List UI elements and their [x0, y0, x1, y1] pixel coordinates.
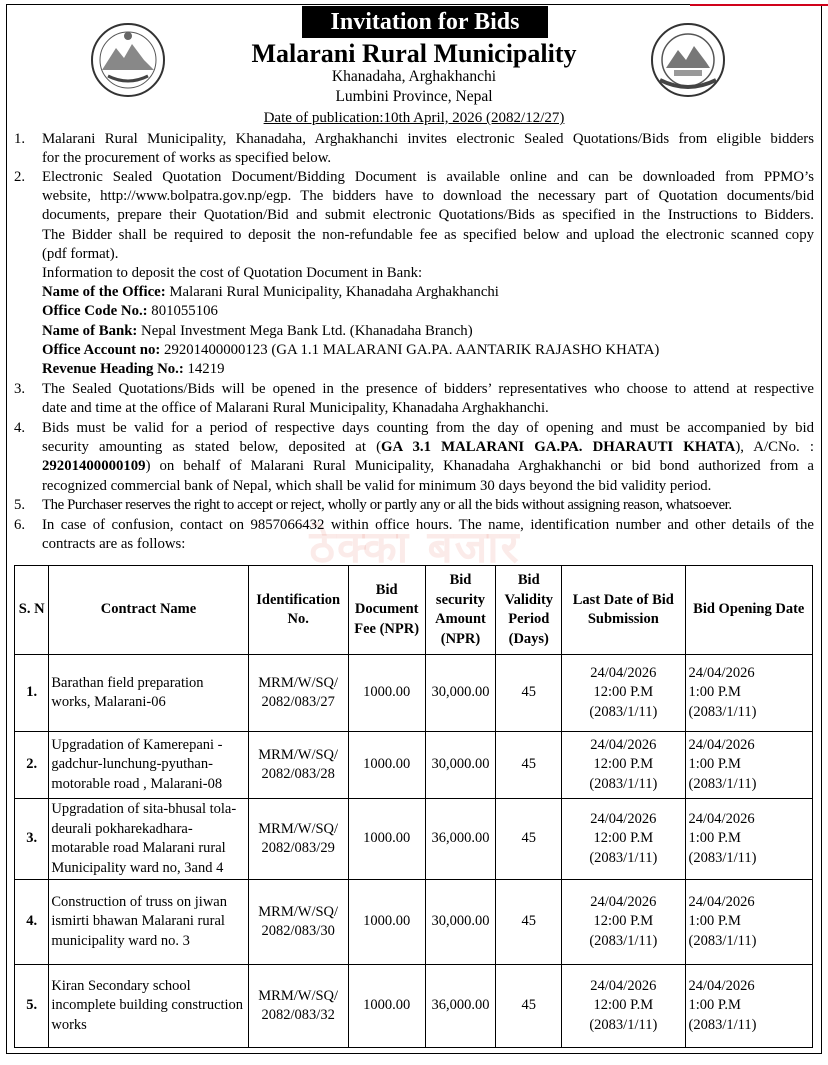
row-security: 36,000.00 — [425, 799, 496, 880]
open-time: 1:00 P.M — [688, 997, 741, 1014]
row-doc-fee: 1000.00 — [348, 880, 425, 965]
row-sn: 3. — [15, 799, 49, 880]
row-security: 30,000.00 — [425, 880, 496, 965]
row-doc-fee: 1000.00 — [348, 799, 425, 880]
last-date: 24/04/2026 — [590, 893, 657, 910]
row-sn: 2. — [15, 732, 49, 799]
open-time: 1:00 P.M — [688, 830, 741, 847]
clause-text: (pdf format). — [42, 245, 119, 262]
row-sn: 5. — [15, 965, 49, 1048]
last-date-bs: (2083/1/11) — [589, 703, 658, 720]
last-date-bs: (2083/1/11) — [589, 932, 658, 949]
clause-text: recognized commercial bank of Nepal, which shall be valid for minimum 30 days beyond the bid validity period. — [42, 477, 712, 494]
last-date-bs: (2083/1/11) — [589, 849, 658, 866]
row-opening-date — [685, 965, 812, 1048]
last-time: 12:00 P.M — [593, 830, 654, 847]
clause-text: Electronic Sealed Quotation Document/Bidding Document is available online and can be downloaded from PPMO’s — [42, 169, 814, 185]
office-code-label: Office Code No.: — [42, 303, 148, 320]
open-date: 24/04/2026 — [688, 893, 755, 910]
row-last-date — [562, 799, 685, 880]
row-doc-fee: 1000.00 — [348, 732, 425, 799]
row-identification: MRM/W/SQ/ 2082/083/30 — [248, 880, 348, 965]
table-row — [15, 799, 813, 880]
open-date: 24/04/2026 — [688, 664, 755, 681]
row-validity: 45 — [496, 965, 562, 1048]
clause-text-with-link: website, http://www.bolpatra.gov.np/egp. The bidders have to download the necessary part of Quotation documents/bid — [42, 188, 814, 205]
table-row — [15, 965, 813, 1048]
open-date-bs: (2083/1/11) — [688, 775, 757, 792]
row-identification: MRM/W/SQ/ 2082/083/28 — [248, 732, 348, 799]
row-doc-fee: 1000.00 — [348, 655, 425, 732]
row-identification: MRM/W/SQ/ 2082/083/29 — [248, 799, 348, 880]
municipality-title: Malarani Rural Municipality — [251, 39, 577, 68]
last-date-bs: (2083/1/11) — [589, 1016, 658, 1033]
clause-text-part: ) on behalf of Malarani Rural Municipality, Khanadaha Arghakhanchi or bid bond authorized from a — [145, 458, 814, 475]
revenue-heading-value: 14219 — [183, 361, 225, 378]
row-contract-name: Construction of truss on jiwan ismirti bhawan Malarani rural municipality ward no. 3 — [49, 880, 248, 965]
open-time: 1:00 P.M — [688, 756, 741, 773]
row-validity: 45 — [496, 880, 562, 965]
header-security: Bid security Amount (NPR) — [425, 566, 496, 655]
bank-name-value: Nepal Investment Mega Bank Ltd. (Khanadaha Branch) — [137, 322, 473, 339]
address-line-2: Lumbini Province, Nepal — [335, 88, 493, 105]
open-time: 1:00 P.M — [688, 684, 741, 701]
deposit-account-number: 29201400000109 — [42, 458, 146, 475]
row-validity: 45 — [496, 732, 562, 799]
clause-text: contracts are as follows: — [42, 536, 186, 553]
clause-number: 6. — [14, 517, 26, 533]
last-date: 24/04/2026 — [590, 736, 657, 753]
row-contract-name: Barathan field preparation works, Malarani-06 — [49, 655, 248, 732]
clause-text: The Bidder shall be required to deposit the non-refundable fee as specified below and upload the electronic scanned copy — [42, 226, 814, 243]
open-date: 24/04/2026 — [688, 977, 755, 994]
clause-text: for the procurement of works as specified below. — [42, 150, 332, 167]
last-date: 24/04/2026 — [590, 810, 657, 827]
last-date-bs: (2083/1/11) — [589, 775, 658, 792]
last-time: 12:00 P.M — [593, 997, 654, 1014]
bank-name-label: Name of Bank: — [42, 322, 138, 339]
row-last-date — [562, 655, 685, 732]
row-doc-fee: 1000.00 — [348, 965, 425, 1048]
header-contract-name: Contract Name — [49, 566, 248, 655]
table-row — [15, 655, 813, 732]
row-last-date — [562, 732, 685, 799]
corner-mark — [690, 0, 828, 6]
clause-text-account — [42, 457, 814, 476]
clause-text-part: ), A/CNo. : — [735, 439, 814, 456]
row-validity: 45 — [496, 799, 562, 880]
table-row — [15, 732, 813, 799]
row-identification: MRM/W/SQ/ 2082/083/27 — [248, 655, 348, 732]
office-name-line — [42, 283, 814, 302]
open-date: 24/04/2026 — [688, 810, 755, 827]
office-account-value: 29201400000123 (GA 1.1 MALARANI GA.PA. AANTARIK RAJASHO KHATA) — [160, 341, 660, 358]
office-name-value: Malarani Rural Municipality, Khanadaha Arghakhanchi — [165, 284, 499, 301]
row-sn: 4. — [15, 880, 49, 965]
last-date: 24/04/2026 — [590, 977, 657, 994]
row-security: 30,000.00 — [425, 655, 496, 732]
header-sn: S. N — [15, 566, 49, 655]
open-date-bs: (2083/1/11) — [688, 849, 757, 866]
row-contract-name: Kiran Secondary school incomplete building construction works — [49, 965, 248, 1048]
open-date-bs: (2083/1/11) — [688, 932, 757, 949]
contracts-table — [14, 565, 813, 1048]
bank-name-line — [42, 322, 814, 341]
deposit-account-name: GA 3.1 MALARANI GA.PA. DHARAUTI KHATA — [381, 439, 736, 456]
revenue-heading-label: Revenue Heading No.: — [42, 361, 184, 378]
row-last-date — [562, 965, 685, 1048]
office-name-label: Name of the Office: — [42, 284, 166, 301]
clause-text: In case of confusion, contact on 9857066432 within office hours. The name, identification number and other details of the — [42, 517, 814, 533]
row-security: 30,000.00 — [425, 732, 496, 799]
row-opening-date — [685, 732, 812, 799]
row-last-date — [562, 880, 685, 965]
clause-text-deposit — [42, 438, 814, 457]
clause-text: The Sealed Quotations/Bids will be opened in the presence of bidders’ representatives who choose to attend at respective — [42, 381, 814, 397]
open-date-bs: (2083/1/11) — [688, 1016, 757, 1033]
row-validity: 45 — [496, 655, 562, 732]
open-date: 24/04/2026 — [688, 736, 755, 753]
address-line-1: Khanadaha, Arghakhanchi — [331, 68, 497, 85]
row-opening-date — [685, 799, 812, 880]
office-code-line — [42, 302, 814, 321]
open-time: 1:00 P.M — [688, 913, 741, 930]
row-sn: 1. — [15, 655, 49, 732]
clause-text-part: security amounting as stated below, deposited at ( — [42, 439, 382, 456]
row-contract-name: Upgradation of sita-bhusal tola-deurali pokharekadhara-motarable road Malarani rural Municipality ward no, 3and 4 — [49, 799, 248, 880]
last-time: 12:00 P.M — [593, 913, 654, 930]
last-time: 12:00 P.M — [593, 684, 654, 701]
header-doc-fee: Bid Document Fee (NPR) — [348, 566, 425, 655]
invitation-banner: Invitation for Bids — [302, 6, 548, 38]
clause-text: Information to deposit the cost of Quotation Document in Bank: — [42, 265, 423, 282]
row-opening-date — [685, 880, 812, 965]
clause-text: documents, prepare their Quotation/Bid and submit electronic Quotations/Bids as specified in the Instructions to Bidders. — [42, 207, 814, 224]
office-account-label: Office Account no: — [42, 341, 161, 358]
office-code-value: 801055106 — [147, 303, 218, 320]
row-identification: MRM/W/SQ/ 2082/083/32 — [248, 965, 348, 1048]
row-security: 36,000.00 — [425, 965, 496, 1048]
table-row — [15, 880, 813, 965]
publication-date: Date of publication:10th April, 2026 (2082/12/27) — [263, 110, 565, 126]
clause-text: Bids must be valid for a period of respective days counting from the day of opening and must be accompanied by bid — [42, 420, 814, 436]
header-opening-date: Bid Opening Date — [685, 566, 812, 655]
clause-number: 3. — [14, 381, 26, 397]
row-contract-name: Upgradation of Kamerepani -gadchur-lunchung-pyuthan-motorable road , Malarani-08 — [49, 732, 248, 799]
last-date: 24/04/2026 — [590, 664, 657, 681]
clause-number: 4. — [14, 420, 26, 436]
table-header-row — [15, 566, 813, 655]
clause-text: date and time at the office of Malarani Rural Municipality, Khanadaha Arghakhanchi. — [42, 400, 549, 417]
clause-number: 2. — [14, 169, 26, 185]
clause-text: The Purchaser reserves the right to accept or reject, wholly or partly any or all the bids without assigning reason, whatsoever. — [42, 497, 732, 513]
clause-number: 1. — [14, 131, 26, 147]
header-identification: Identification No. — [248, 566, 348, 655]
clause-number: 5. — [14, 497, 26, 513]
revenue-heading-line — [42, 360, 814, 379]
header-last-date: Last Date of Bid Submission — [562, 566, 685, 655]
watermark-logo: ठेक्का बजार — [309, 522, 521, 573]
office-account-line — [42, 341, 814, 360]
row-opening-date — [685, 655, 812, 732]
open-date-bs: (2083/1/11) — [688, 703, 757, 720]
last-time: 12:00 P.M — [593, 756, 654, 773]
clause-text: Malarani Rural Municipality, Khanadaha, Arghakhanchi invites electronic Sealed Quotations/Bids from eligible bidders — [42, 131, 814, 147]
header-validity: Bid Validity Period (Days) — [496, 566, 562, 655]
